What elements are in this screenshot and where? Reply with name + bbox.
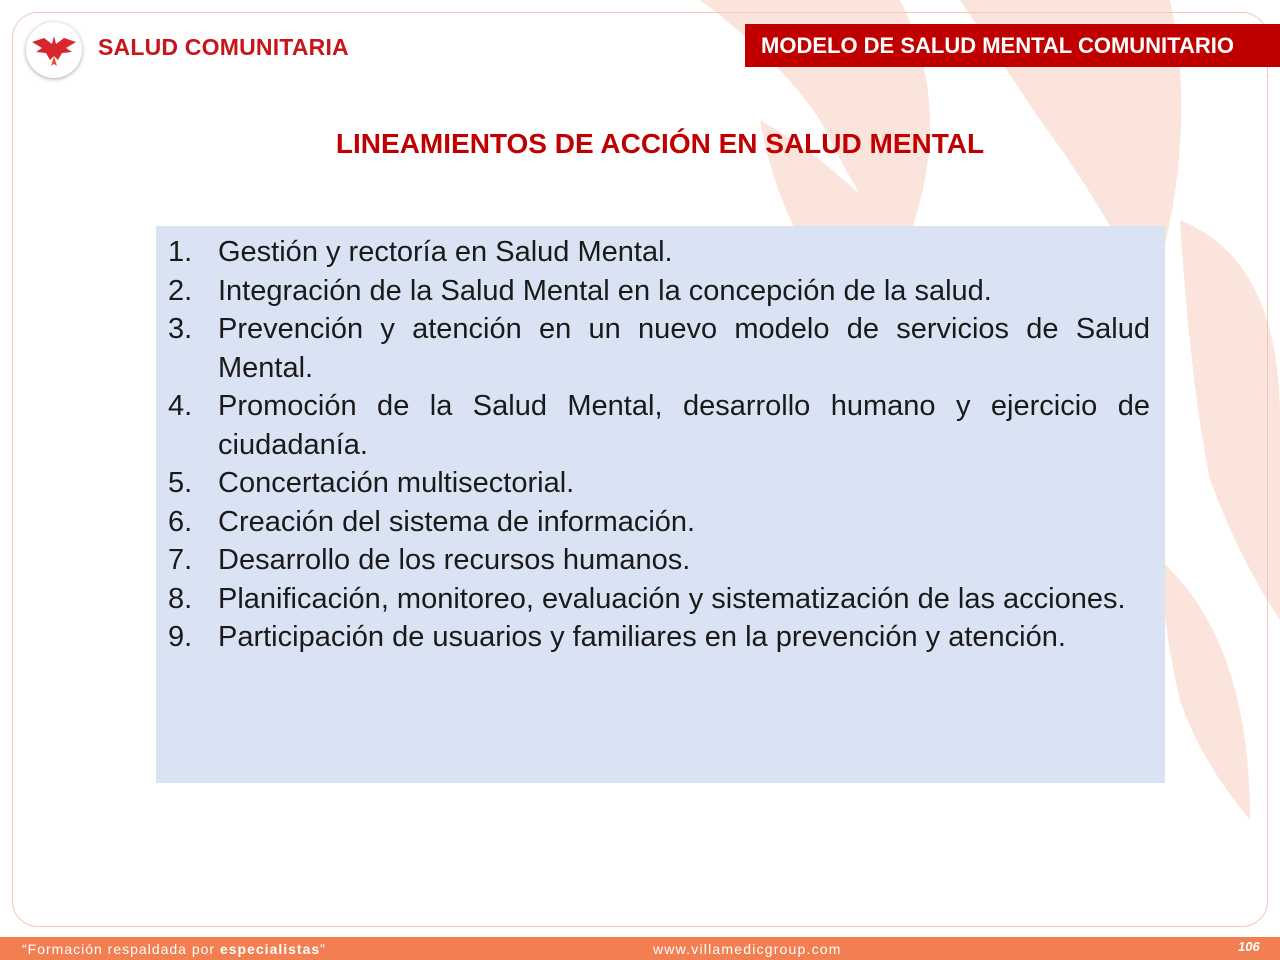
footer-slogan-prefix: “Formación respaldada por <box>22 941 220 957</box>
page-title: LINEAMIENTOS DE ACCIÓN EN SALUD MENTAL <box>335 128 985 159</box>
list-item-number: 5. <box>168 467 193 499</box>
phoenix-logo-icon <box>26 22 82 78</box>
list-item-text: Desarrollo de los recursos humanos. <box>218 544 691 576</box>
list-item-text: Gestión y rectoría en Salud Mental. <box>218 236 673 268</box>
list-item-number: 1. <box>168 236 193 268</box>
list-item-text: Planificación, monitoreo, evaluación y sistematización de las acciones. <box>218 582 1126 615</box>
list-item <box>168 503 1150 542</box>
section-title-banner: MODELO DE SALUD MENTAL COMUNITARIO <box>745 24 1280 67</box>
list-item-number: 2. <box>168 274 193 307</box>
list-item-text: Participación de usuarios y familiares en la prevención y atención. <box>218 621 1066 653</box>
list-item-text: Integración de la Salud Mental en la concepción de la salud. <box>218 274 992 307</box>
footer-slogan-bold: especialistas <box>219 941 321 957</box>
list-item-number: 3. <box>168 313 193 345</box>
list-item <box>168 272 1150 311</box>
list-item-number: 8. <box>168 582 193 615</box>
list-item <box>168 618 1150 657</box>
list-item-text: Creación del sistema de información. <box>218 505 696 538</box>
footer-slogan <box>22 941 326 957</box>
list-item <box>168 541 1150 580</box>
list-item-text: Prevención y atención en un nuevo modelo de servicios de Salud Mental. <box>218 313 1150 384</box>
footer-bar <box>0 937 1280 960</box>
list-item-number: 7. <box>168 544 193 576</box>
list-item-number: 6. <box>168 505 193 538</box>
logo-badge <box>26 22 82 78</box>
list-item-number: 9. <box>168 621 193 653</box>
list-item <box>168 387 1150 464</box>
lineamientos-list <box>156 226 1165 783</box>
brand-name: SALUD COMUNITARIA <box>98 34 349 60</box>
list-item-number: 4. <box>168 390 193 422</box>
list-item <box>168 580 1150 619</box>
list-item <box>168 310 1150 387</box>
list-item <box>168 233 1150 272</box>
list-item-text: Concertación multisectorial. <box>218 467 575 499</box>
footer-slogan-suffix: ” <box>320 941 326 957</box>
list-item <box>168 464 1150 503</box>
page-number: 106 <box>1238 939 1260 954</box>
footer-url: www.villamedicgroup.com <box>653 941 842 957</box>
list-item-text: Promoción de la Salud Mental, desarrollo humano y ejercicio de ciudadanía. <box>218 390 1150 461</box>
